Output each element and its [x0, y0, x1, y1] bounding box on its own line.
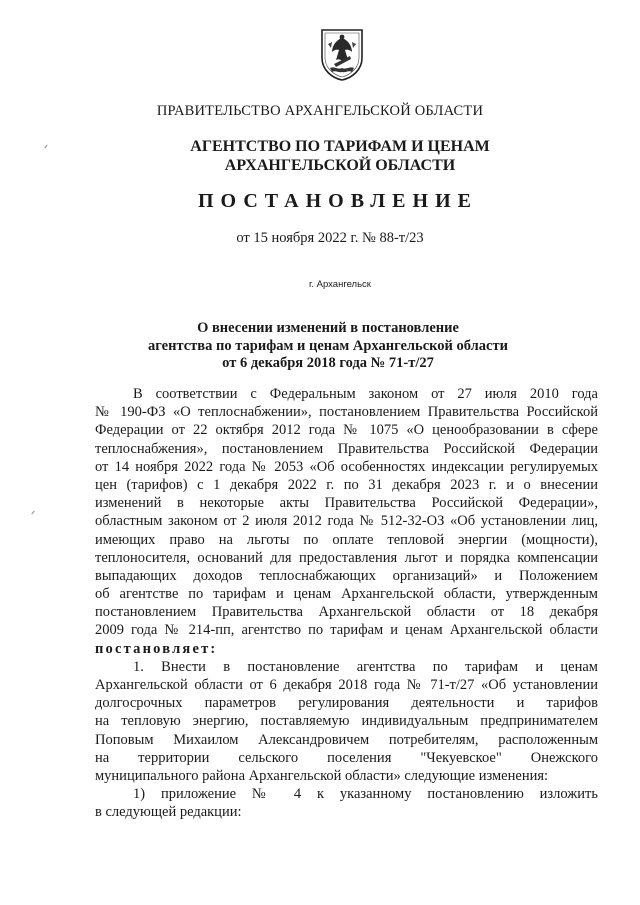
issuing-city: г. Архангельск — [309, 279, 371, 290]
item1-line: 1. Внести в постановление агентства по тарифам и ценам — [133, 658, 598, 675]
decree-date-number: от 15 ноября 2022 г. № 88-т/23 — [236, 230, 424, 246]
body-line: теплоносителя, оснований для предоставления льгот и порядка компенсации — [95, 549, 598, 566]
agency-name-line1: АГЕНТСТВО ПО ТАРИФАМ И ЦЕНАМ — [190, 138, 490, 155]
decree-subject — [8, 320, 640, 373]
body-line: теплоснабжения», постановлением Правительства Российской Федерации — [95, 440, 598, 457]
decree-body — [95, 385, 598, 822]
body-line: от 14 ноября 2022 года № 2053 «Об особенностях индексации регулируемых — [95, 458, 598, 475]
body-line: № 190-ФЗ «О теплоснабжении», постановлением Правительства Российской — [95, 404, 598, 421]
item1-line: на территории сельского поселения "Чекуевское" Онежского — [95, 749, 598, 766]
item1-line: Архангельской области от 6 декабря 2018 года № 71-т/27 «Об установлении — [95, 677, 598, 693]
coat-of-arms-emblem — [318, 26, 366, 82]
subject-line2: агентства по тарифам и ценам Архангельской области — [148, 337, 508, 354]
body-line: 2009 года № 214-пп, агентство по тарифам и ценам Архангельской области — [95, 622, 598, 639]
subitem1-line: в следующей редакции: — [95, 804, 242, 821]
item1-line: муниципального района Архангельской области» следующие изменения: — [95, 767, 549, 784]
body-line: В соответствии с Федеральным законом от 27 июля 2010 года — [133, 386, 598, 402]
item1-line: на тепловую энергию, поставляемую индивидуальным предпринимателем — [95, 713, 598, 730]
subject-line1: О внесении изменений в постановление — [197, 320, 459, 336]
government-name: ПРАВИТЕЛЬСТВО АРХАНГЕЛЬСКОЙ ОБЛАСТИ — [156, 103, 484, 119]
agency-name-line2: АРХАНГЕЛЬСКОЙ ОБЛАСТИ — [224, 157, 456, 174]
item1-line: Поповым Михаилом Александровичем потребителям, расположенным — [95, 731, 598, 748]
body-line: имеющих право на льготы по оплате тепловой энергии (мощности), — [95, 531, 598, 548]
body-line: Федерации от 22 октября 2012 года № 1075 «О ценообразовании в сфере — [95, 422, 598, 439]
body-line: об агентстве по тарифам и ценам Архангельской области, утвержденным — [95, 586, 598, 603]
body-line: областным законом от 2 июля 2012 года № 512-32-ОЗ «Об установлении лиц, — [95, 513, 598, 530]
body-line: цен (тарифов) с 1 декабря 2022 г. по 31 декабря 2023 г. и о внесении — [95, 476, 598, 493]
body-line: изменений в некоторые акты Правительства Российской Федерации», — [95, 495, 598, 512]
subitem1-line: 1) приложение № 4 к указанному постановлению изложить — [133, 786, 598, 803]
scan-speck — [31, 511, 34, 515]
item1-line: долгосрочных параметров регулирования деятельности и тарифов — [95, 695, 598, 712]
body-line: постановлением Правительства Архангельской области от 18 декабря — [95, 604, 598, 621]
subject-line3: от 6 декабря 2018 года № 71-т/27 — [222, 355, 434, 371]
body-line: выпадающих доходов теплоснабжающих организаций» и Положением — [95, 567, 598, 584]
resolves-word: постановляет: — [95, 640, 218, 657]
agency-name — [20, 137, 640, 175]
document-type-title: ПОСТАНОВЛЕНИЕ — [198, 190, 478, 212]
